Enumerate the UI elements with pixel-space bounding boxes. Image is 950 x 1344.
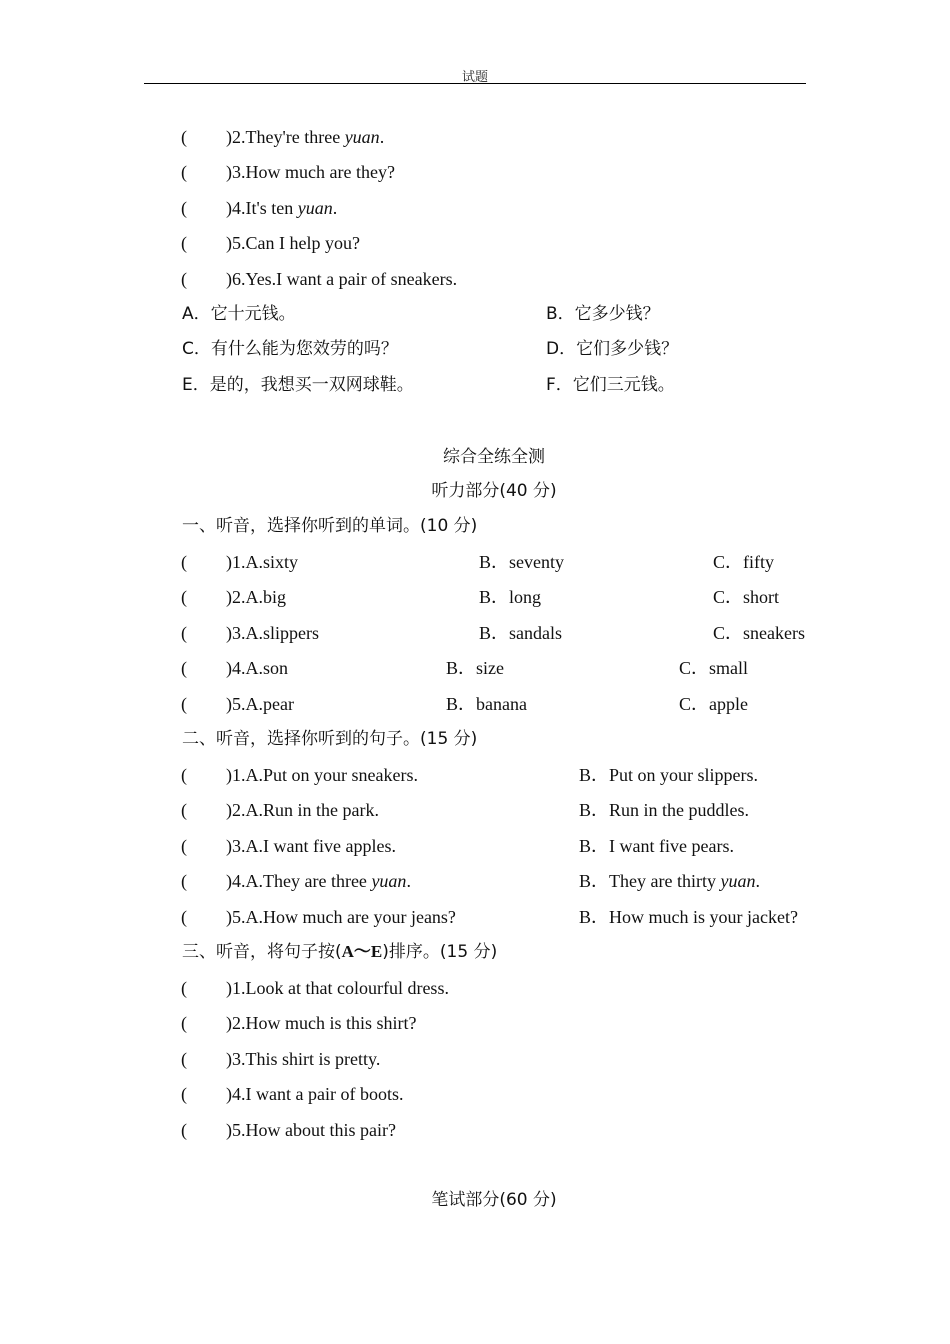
part2-row-b: B．I want five pears. [579,836,734,856]
part2-row-a: ( )4.A.They are three yuan. [181,871,411,891]
part3-row: ( )4.I want a pair of boots. [181,1084,404,1104]
section-title: 综合全练全测 [443,447,545,467]
match-option-e: E．是的，我想买一双网球鞋。 [182,375,414,395]
part1-row-c: C．apple [679,694,748,714]
part1-heading: 一、听音，选择你听到的单词。(10 分) [182,516,478,536]
part1-row-a: ( )1.A.sixty [181,552,298,572]
part1-row-a: ( )4.A.son [181,658,288,678]
match-option-b: B．它多少钱？ [546,304,660,324]
page-header-title: 试题 [461,70,488,85]
part1-row-b: B．sandals [479,623,562,643]
part2-row-a: ( )1.A.Put on your sneakers. [181,765,418,785]
match-item: ( )2.They're three yuan. [181,127,385,147]
part2-row-b: B．How much is your jacket? [579,907,798,927]
match-option-f: F．它们三元钱。 [546,375,675,395]
part3-row: ( )5.How about this pair? [181,1120,396,1140]
match-item: ( )4.It's ten yuan. [181,198,338,218]
match-option-a: A．它十元钱。 [182,304,296,324]
part1-row-c: C．sneakers [713,623,805,643]
part3-row: ( )2.How much is this shirt? [181,1013,417,1033]
part3-row: ( )1.Look at that colourful dress. [181,978,449,998]
part1-row-c: C．small [679,658,749,678]
part1-row-a: ( )2.A.big [181,587,286,607]
part2-row-a: ( )2.A.Run in the park. [181,800,379,820]
part2-heading: 二、听音，选择你听到的句子。(15 分) [182,729,478,749]
part1-row-b: B．size [446,658,504,678]
part2-row-b: B．They are thirty yuan. [579,871,760,891]
header-divider [144,83,806,84]
part1-row-c: C．short [713,587,780,607]
writing-title: 笔试部分(60 分) [431,1190,557,1210]
part1-row-a: ( )5.A.pear [181,694,294,714]
part2-row-a: ( )5.A.How much are your jeans? [181,907,456,927]
match-item: ( )5.Can I help you? [181,233,360,253]
part2-row-b: B．Put on your slippers. [579,765,759,785]
part1-row-b: B．long [479,587,542,607]
part3-row: ( )3.This shirt is pretty. [181,1049,381,1069]
part1-row-b: B．seventy [479,552,564,572]
part2-row-b: B．Run in the puddles. [579,800,749,820]
part3-heading: 三、听音，将句子按(A～E)排序。(15 分) [182,942,498,962]
listening-title: 听力部分(40 分) [431,481,557,501]
match-option-c: C．有什么能为您效劳的吗？ [182,339,398,359]
part1-row-c: C．fifty [713,552,774,572]
match-item: ( )6.Yes.I want a pair of sneakers. [181,269,458,289]
part1-row-a: ( )3.A.slippers [181,623,319,643]
match-option-d: D．它们多少钱？ [546,339,679,359]
part2-row-a: ( )3.A.I want five apples. [181,836,396,856]
part1-row-b: B．banana [446,694,527,714]
match-item: ( )3.How much are they? [181,162,395,182]
